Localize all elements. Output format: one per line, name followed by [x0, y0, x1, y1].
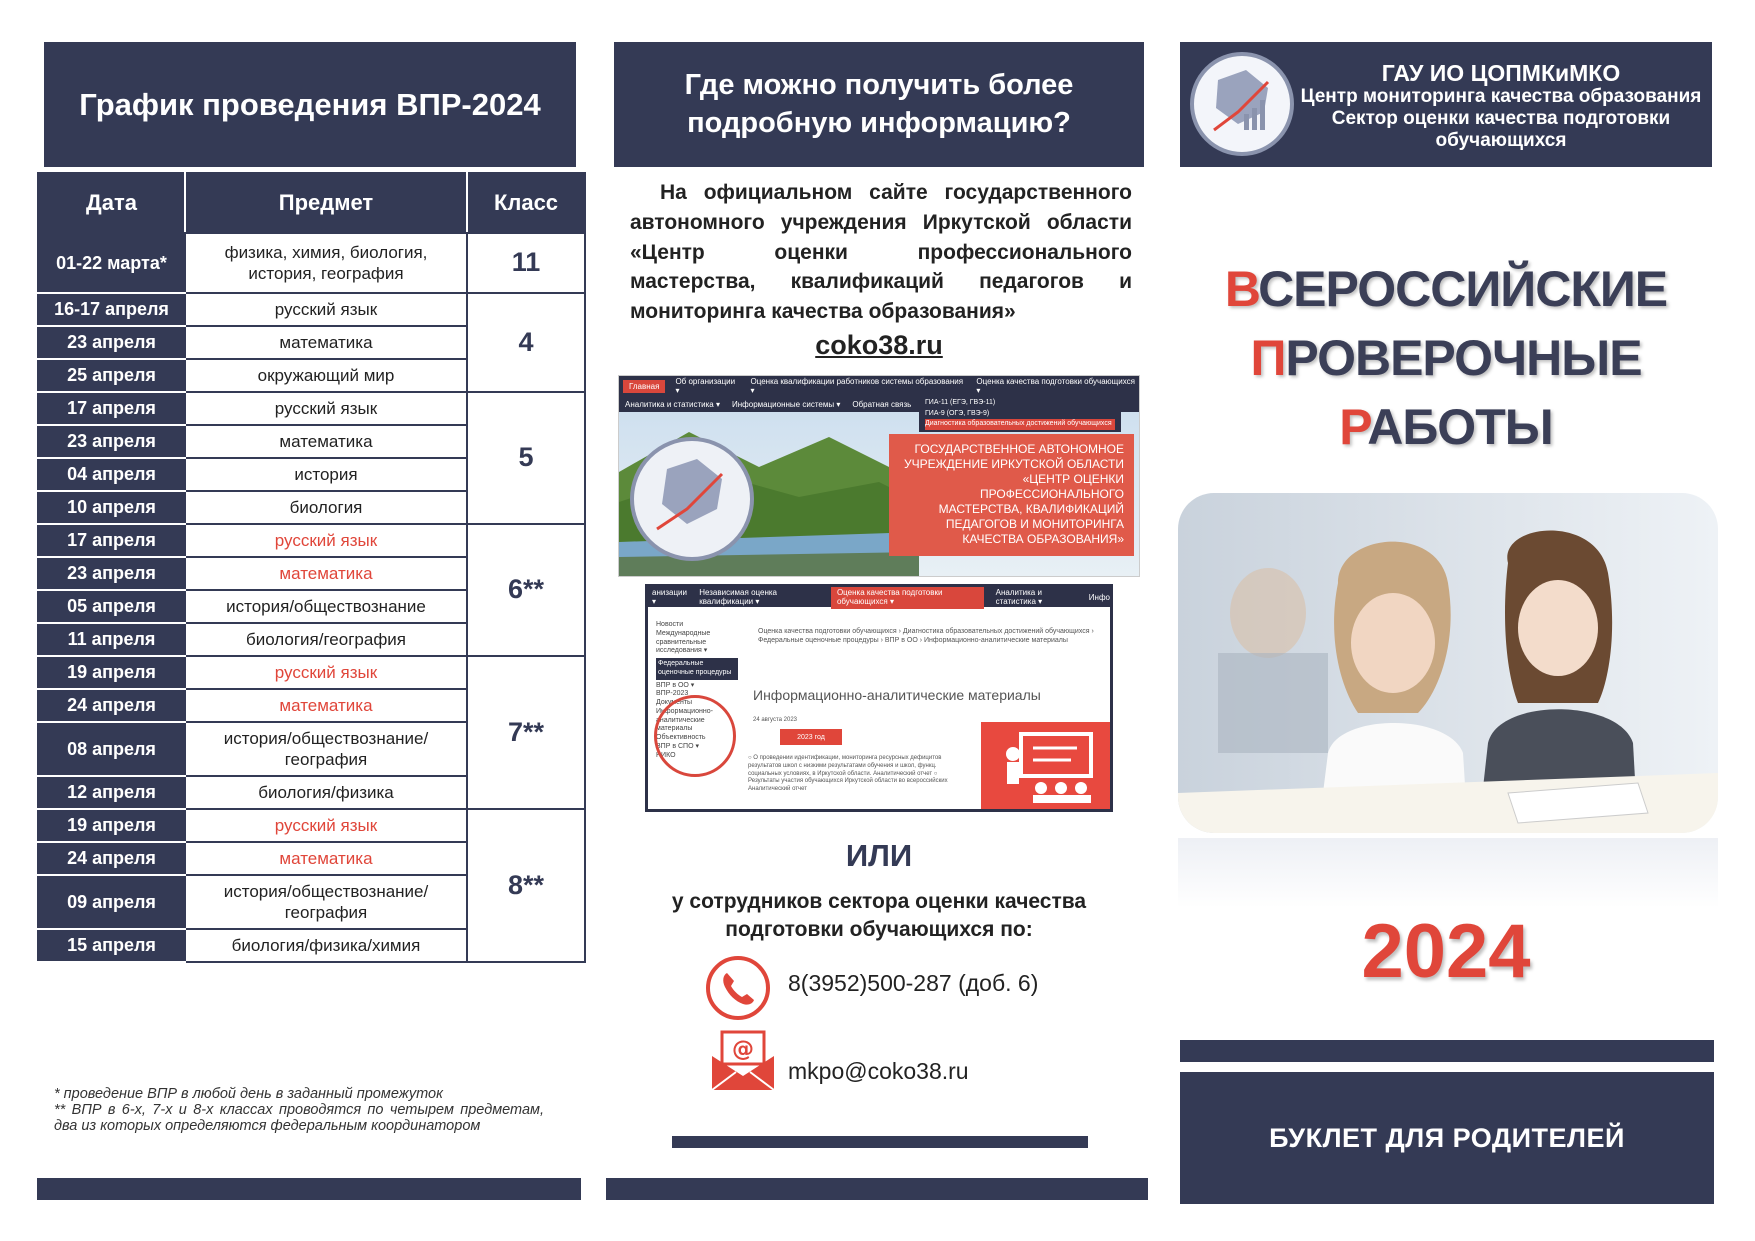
shot1-nav2-feedback: Обратная связь — [852, 399, 912, 409]
shot2-nav-item: Инфо — [1088, 592, 1110, 602]
schedule-subject: окружающий мир — [185, 359, 467, 392]
shot2-side-item: ВПР в СПО ▾ — [656, 742, 699, 750]
website-screenshot-section — [645, 584, 1113, 812]
schedule-grade: 5 — [467, 392, 585, 524]
shot2-title: Информационно-аналитические материалы — [753, 687, 1041, 703]
shot2-side-item: Объективность — [656, 734, 706, 741]
schedule-grade: 7** — [467, 656, 585, 809]
schedule-grade: 6** — [467, 524, 585, 656]
shot1-nav-qual: Оценка квалификации работников системы образования ▾ — [750, 377, 964, 395]
schedule-subject: русский язык — [185, 809, 467, 842]
schedule-subject: биология/физика/химия — [185, 929, 467, 962]
shot1-banner: ГОСУДАРСТВЕННОЕ АВТОНОМНОЕ УЧРЕЖДЕНИЕ ИРКУТСКОЙ ОБЛАСТИ «ЦЕНТР ОЦЕНКИ ПРОФЕССИОНАЛЬНОГО МАСТЕРСТВА, КВАЛИФИКАЦИЙ ПЕДАГОГОВ И МОНИТОРИНГА КАЧЕСТВА ОБРАЗОВАНИЯ» — [889, 434, 1134, 556]
shot1-dropdown-item: Диагностика образовательных достижений обучающихся — [925, 419, 1115, 430]
schedule-date: 24 апреля — [38, 689, 185, 722]
schedule-subject: русский язык — [185, 656, 467, 689]
schedule-date: 12 апреля — [38, 776, 185, 809]
schedule-date: 23 апреля — [38, 326, 185, 359]
schedule-date: 24 апреля — [38, 842, 185, 875]
schedule-grade: 11 — [467, 233, 585, 293]
title-line-3 — [1180, 393, 1712, 462]
schedule-row — [38, 809, 585, 842]
schedule-subject: биология/география — [185, 623, 467, 656]
shot1-nav2-analytics: Аналитика и статистика ▾ — [625, 399, 720, 409]
shot2-side-item: ВПР-2023 — [656, 690, 689, 698]
title-line-2 — [1180, 324, 1712, 393]
shot2-date: 24 августа 2023 — [753, 717, 798, 723]
site-link[interactable]: coko38.ru — [815, 330, 943, 360]
title-initial: В — [1224, 261, 1259, 317]
shot1-nav2-systems: Информационные системы ▾ — [732, 399, 841, 409]
schedule-row — [38, 656, 585, 689]
schedule-subject: русский язык — [185, 524, 467, 557]
schedule-date: 23 апреля — [38, 425, 185, 458]
email-address[interactable]: mkpo@coko38.ru — [788, 1058, 969, 1084]
schedule-date: 17 апреля — [38, 524, 185, 557]
middle-bottom-bar — [606, 1178, 1148, 1200]
photo-reflection — [1178, 838, 1718, 908]
shot1-nav — [619, 376, 1139, 396]
schedule-date: 11 апреля — [38, 623, 185, 656]
students-photo — [1178, 493, 1718, 833]
schedule-row — [38, 293, 585, 326]
schedule-date: 04 апреля — [38, 458, 185, 491]
schedule-subject: биология/физика — [185, 776, 467, 809]
schedule-row — [38, 392, 585, 425]
shot2-nav-item: Аналитика и статистика ▾ — [995, 588, 1043, 606]
title-rest: АБОТЫ — [1367, 399, 1553, 455]
website-screenshot-main — [618, 375, 1140, 577]
schedule-header: График проведения ВПР-2024 — [44, 42, 576, 167]
vpr-title — [1180, 255, 1712, 462]
schedule-date: 16-17 апреля — [38, 293, 185, 326]
schedule-date: 01-22 марта* — [38, 233, 185, 293]
phone-number[interactable]: 8(3952)500-287 (доб. 6) — [788, 970, 1039, 996]
highlight-circle — [654, 695, 736, 777]
column-header-date: Дата — [38, 173, 185, 233]
org-header — [1180, 42, 1712, 167]
schedule-subject: математика — [185, 425, 467, 458]
shot1-nav-home: Главная — [623, 380, 665, 393]
shot2-side-item: НИКО — [656, 751, 676, 759]
schedule-subject: математика — [185, 557, 467, 590]
shot2-nav-item: анизации ▾ — [652, 588, 687, 606]
shot1-nav-quality: Оценка качества подготовки обучающихся ▾ — [976, 377, 1135, 395]
schedule-date: 09 апреля — [38, 875, 185, 929]
phone-icon — [705, 955, 771, 1021]
shot1-nav-about: Об организации ▾ — [675, 377, 736, 395]
shot2-nav-active: Оценка качества подготовки обучающихся ▾ — [831, 585, 984, 609]
info-header: Где можно получить более подробную информацию? — [614, 42, 1144, 167]
schedule-subject: история/обществознание/ география — [185, 875, 467, 929]
shot2-side-item: Информационно-аналитические материалы — [656, 707, 713, 733]
schedule-grade: 4 — [467, 293, 585, 392]
schedule-subject: математика — [185, 842, 467, 875]
shot2-side-news: Новости — [656, 621, 684, 628]
org-text — [1292, 60, 1710, 152]
shot2-year-button: 2023 год — [780, 729, 842, 745]
shot1-dropdown-item: ГИА-11 (ЕГЭ, ГВЭ-11) — [925, 399, 996, 406]
shot2-list: ○ О проведении идентификации, мониторинга ресурсных дефицитов результатов школ с низкими результатами обучения и школ, функц. социальных условиях, в Иркутской области. Аналитический отчет ○ Результаты участия обучающихся Иркутской области во всероссийских Аналитический отчет — [748, 755, 948, 793]
shot2-breadcrumb: Оценка качества подготовки обучающихся › Диагностика образовательных достижений обучающихся › Федеральные оценочные процедуры › ВПР в ОО › Информационно-аналитические материалы — [758, 628, 1094, 645]
schedule-subject: русский язык — [185, 293, 467, 326]
shot2-side-item: Документы — [656, 699, 693, 706]
schedule-date: 15 апреля — [38, 929, 185, 962]
schedule-date: 23 апреля — [38, 557, 185, 590]
schedule-body — [38, 233, 585, 962]
shot2-side-intl: Международные сравнительные исследования ▾ — [656, 629, 711, 655]
left-bottom-bar — [37, 1178, 581, 1200]
middle-divider — [672, 1136, 1088, 1148]
schedule-date: 17 апреля — [38, 392, 185, 425]
schedule-date: 10 апреля — [38, 491, 185, 524]
schedule-date: 19 апреля — [38, 809, 185, 842]
footnote-1: * проведение ВПР в любой день в заданный промежуток — [54, 1086, 443, 1102]
title-initial: П — [1250, 330, 1286, 386]
shot2-nav — [648, 587, 1110, 607]
shot2-side-selected: Федеральные оценочные процедуры — [656, 658, 738, 680]
svg-text:@: @ — [732, 1037, 754, 1062]
title-rest: РОВЕРОЧНЫЕ — [1285, 330, 1642, 386]
schedule-date: 19 апреля — [38, 656, 185, 689]
schedule-subject: математика — [185, 689, 467, 722]
org-center: Центр мониторинга качества образования — [1300, 86, 1702, 108]
footnote-2: ** ВПР в 6-х, 7-х и 8-х классах проводятся по четырем предметам, два из которых определяются федеральным координатором — [54, 1101, 544, 1134]
email-icon — [710, 1030, 776, 1092]
shot1-dropdown — [919, 396, 1121, 432]
title-rest: СЕРОССИЙСКИЕ — [1258, 261, 1668, 317]
schedule-date: 05 апреля — [38, 590, 185, 623]
schedule-subject: физика, химия, биология, история, география — [185, 233, 467, 293]
org-logo-small — [627, 434, 757, 564]
schedule-subject: история/обществознание/ география — [185, 722, 467, 776]
schedule-subject: математика — [185, 326, 467, 359]
schedule-subject: русский язык — [185, 392, 467, 425]
org-name: ГАУ ИО ЦОПМКиМКО — [1381, 60, 1621, 86]
year-label: 2024 — [1361, 909, 1531, 994]
shot1-dropdown-item: ГИА-9 (ОГЭ, ГВЭ-9) — [925, 409, 990, 417]
shot2-side-item: ВПР в ОО ▾ — [656, 681, 695, 689]
title-initial: Р — [1339, 399, 1368, 455]
schedule-date: 25 апреля — [38, 359, 185, 392]
or-label: ИЛИ — [845, 838, 913, 873]
schedule-subject: история — [185, 458, 467, 491]
column-header-subject: Предмет — [185, 173, 467, 233]
staff-contact-text: у сотрудников сектора оценки качества подготовки обучающихся по: — [671, 890, 1087, 942]
schedule-subject: история/обществознание — [185, 590, 467, 623]
booklet-label: БУКЛЕТ ДЛЯ РОДИТЕЛЕЙ — [1180, 1072, 1714, 1204]
schedule-subject: биология — [185, 491, 467, 524]
org-logo — [1188, 50, 1296, 158]
schedule-header-row — [38, 173, 585, 233]
info-intro-text: На официальном сайте государственного автономного учреждения Иркутской области «Центр оценки профессионального мастерства, квалификаций педагогов и мониторинга качества образования» — [630, 181, 1132, 324]
schedule-table — [37, 172, 586, 963]
presentation-icon — [981, 722, 1113, 810]
title-line-1 — [1180, 255, 1712, 324]
shot2-nav-item: Независимая оценка квалификации ▾ — [699, 588, 777, 606]
schedule-date: 08 апреля — [38, 722, 185, 776]
column-header-grade: Класс — [467, 173, 585, 233]
schedule-row — [38, 524, 585, 557]
schedule-row — [38, 233, 585, 293]
org-sector: Сектор оценки качества подготовки обучающихся — [1331, 108, 1671, 152]
schedule-grade: 8** — [467, 809, 585, 962]
right-thin-bar — [1180, 1040, 1714, 1062]
footnotes — [54, 1087, 544, 1135]
